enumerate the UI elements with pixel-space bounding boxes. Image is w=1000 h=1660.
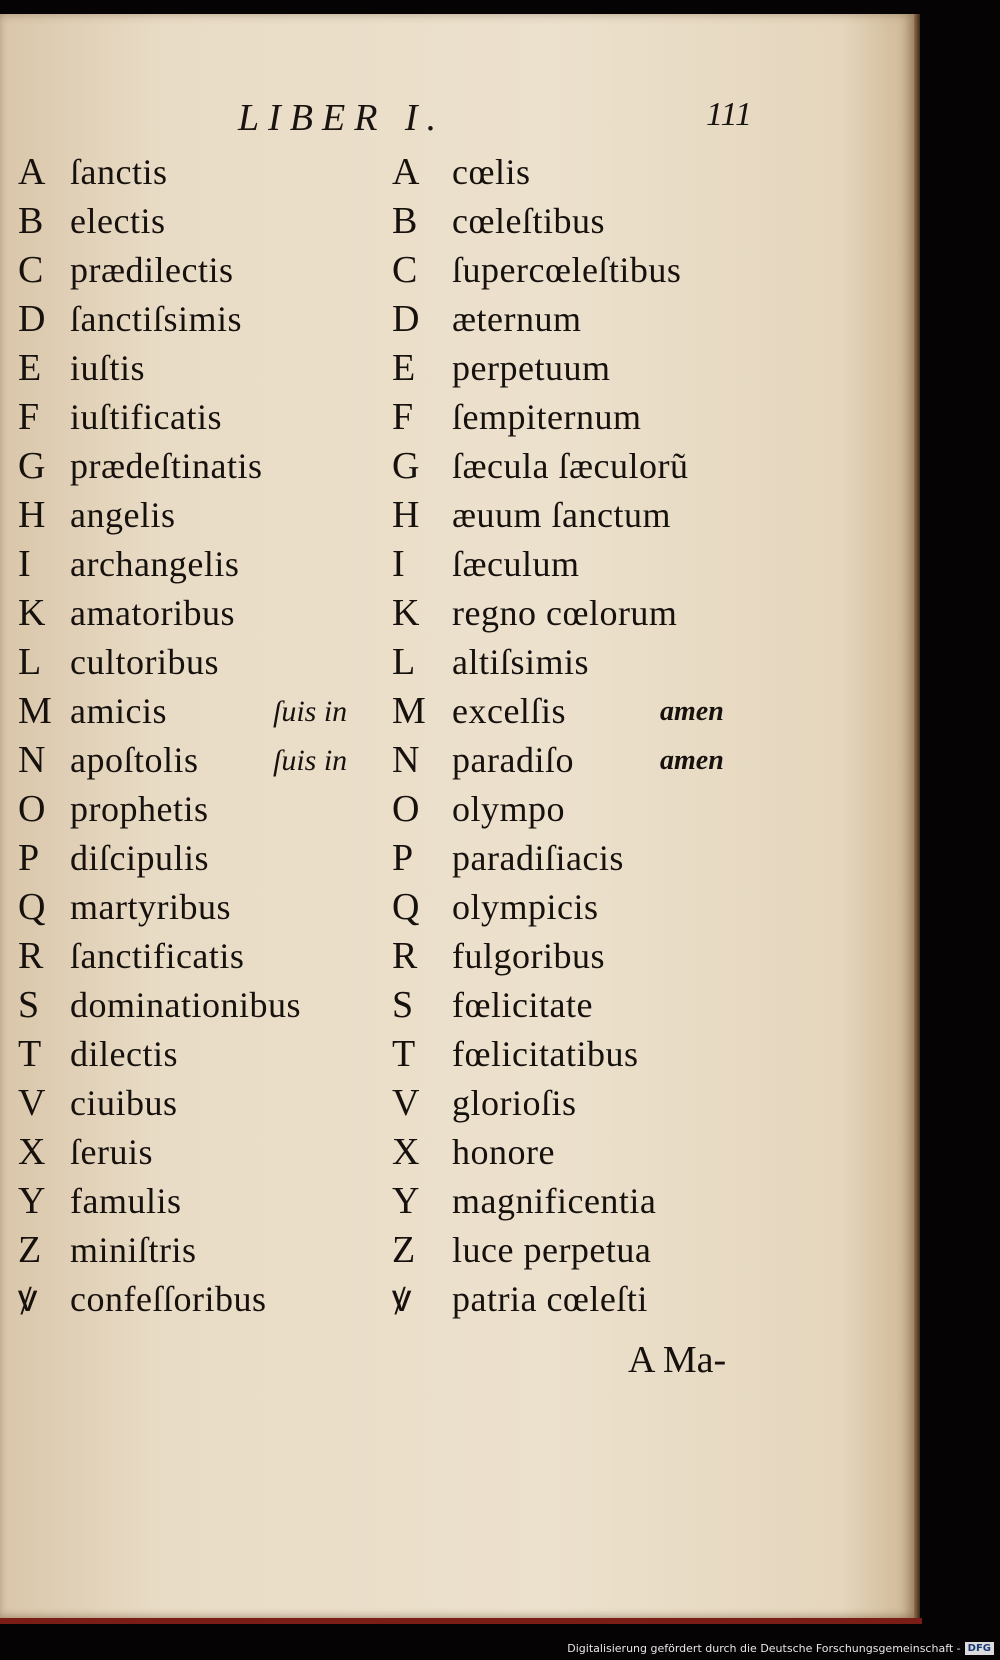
row-letter-right: F	[392, 396, 414, 438]
row-letter-right: H	[392, 494, 420, 536]
table-row	[0, 1079, 914, 1128]
row-letter-right: S	[392, 984, 414, 1026]
table-row	[0, 393, 914, 442]
table-row	[0, 1030, 914, 1079]
row-letter-left: B	[18, 200, 44, 242]
row-word-left: prædeſtinatis	[70, 446, 263, 486]
table-row	[0, 736, 914, 785]
row-letter-left: S	[18, 984, 40, 1026]
running-head	[0, 96, 914, 146]
row-letter-left: Z	[18, 1229, 42, 1271]
row-letter-left: P	[18, 837, 40, 879]
row-word-left: electis	[70, 201, 166, 241]
row-word-right: paradiſo	[452, 740, 574, 780]
row-letter-right: K	[392, 592, 420, 634]
row-word-right: cœlis	[452, 152, 531, 192]
row-letter-right: Y	[392, 1180, 420, 1222]
row-letter-left: N	[18, 739, 46, 781]
table-row	[0, 932, 914, 981]
catchword: A Ma-	[628, 1339, 727, 1381]
row-letter-left: E	[18, 347, 42, 389]
row-word-left: prædilectis	[70, 250, 234, 290]
row-word-left: confeſſoribus	[70, 1279, 267, 1319]
row-word-right: olympo	[452, 789, 566, 829]
table-row	[0, 344, 914, 393]
row-word-left: dilectis	[70, 1034, 178, 1074]
row-letter-left: M	[18, 690, 52, 732]
row-word-right: cœleſtibus	[452, 201, 605, 241]
table-row	[0, 687, 914, 736]
row-word-right: fœlicitate	[452, 985, 593, 1025]
row-word-left: diſcipulis	[70, 838, 209, 878]
row-word-right: ſempiternum	[452, 397, 642, 437]
row-letter-left: I	[18, 543, 31, 585]
row-letter-right: V	[392, 1082, 420, 1124]
table-row	[0, 589, 914, 638]
row-note-right: amen	[660, 745, 724, 776]
row-word-right: magnificentia	[452, 1181, 657, 1221]
table-row	[0, 148, 914, 197]
row-letter-right: M	[392, 690, 426, 732]
row-letter-left: O	[18, 788, 46, 830]
row-letter-left: H	[18, 494, 46, 536]
row-word-left: famulis	[70, 1181, 182, 1221]
table-row	[0, 1275, 914, 1324]
row-letter-right: G	[392, 445, 420, 487]
row-word-left: archangelis	[70, 544, 240, 584]
row-letter-right: B	[392, 200, 418, 242]
row-word-left: apoſtolis	[70, 740, 199, 780]
table-row	[0, 491, 914, 540]
row-word-right: æuum ſanctum	[452, 495, 671, 535]
table-row	[0, 785, 914, 834]
table-row	[0, 1177, 914, 1226]
row-letter-left: F	[18, 396, 40, 438]
row-word-right: fulgoribus	[452, 936, 605, 976]
table-row	[0, 834, 914, 883]
row-word-left: amatoribus	[70, 593, 235, 633]
row-letter-left: C	[18, 249, 44, 291]
row-letter-left: A	[18, 151, 46, 193]
acrostic-table	[0, 148, 914, 1324]
row-letter-left: R	[18, 935, 44, 977]
row-letter-left: K	[18, 592, 46, 634]
row-letter-left: Y	[18, 1180, 46, 1222]
row-letter-right: X	[392, 1131, 420, 1173]
row-word-left: iuſtificatis	[70, 397, 222, 437]
table-row	[0, 883, 914, 932]
row-letter-right: O	[392, 788, 420, 830]
page-number: 111	[706, 96, 752, 133]
row-letter-right: N	[392, 739, 420, 781]
row-letter-right: T	[392, 1033, 416, 1075]
row-letter-left: V	[18, 1082, 46, 1124]
row-letter-left: X	[18, 1131, 46, 1173]
row-letter-right: D	[392, 298, 420, 340]
row-letter-left: ꝟ	[18, 1278, 38, 1320]
row-word-right: luce perpetua	[452, 1230, 652, 1270]
row-word-right: ſæculum	[452, 544, 580, 584]
row-letter-right: E	[392, 347, 416, 389]
row-word-right: patria cœleſti	[452, 1279, 648, 1319]
row-note-right: amen	[660, 696, 724, 727]
row-word-left: miniſtris	[70, 1230, 197, 1270]
row-word-left: angelis	[70, 495, 176, 535]
table-row	[0, 638, 914, 687]
row-word-right: olympicis	[452, 887, 599, 927]
table-row	[0, 981, 914, 1030]
row-word-right: fœlicitatibus	[452, 1034, 639, 1074]
row-letter-left: D	[18, 298, 46, 340]
row-letter-right: Z	[392, 1229, 416, 1271]
row-letter-right: C	[392, 249, 418, 291]
table-row	[0, 1128, 914, 1177]
row-word-left: prophetis	[70, 789, 209, 829]
row-word-left: cultoribus	[70, 642, 219, 682]
row-letter-left: L	[18, 641, 42, 683]
row-letter-right: A	[392, 151, 420, 193]
row-word-right: ſupercœleſtibus	[452, 250, 682, 290]
row-letter-right: R	[392, 935, 418, 977]
page-bottom-rule	[0, 1618, 922, 1624]
row-letter-left: Q	[18, 886, 46, 928]
running-head-title: LIBER I.	[238, 97, 446, 139]
table-row	[0, 246, 914, 295]
row-word-left: ſanctis	[70, 152, 168, 192]
row-word-right: altiſsimis	[452, 642, 590, 682]
footer-credit-text: Digitalisierung gefördert durch die Deutsche Forschungsgemeinschaft -	[567, 1642, 961, 1655]
dfg-logo: DFG	[965, 1642, 994, 1655]
row-word-right: paradiſiacis	[452, 838, 624, 878]
row-word-right: regno cœlorum	[452, 593, 678, 633]
row-note-left: ſuis in	[273, 744, 348, 777]
row-word-right: æternum	[452, 299, 582, 339]
row-letter-right: I	[392, 543, 405, 585]
row-word-left: amicis	[70, 691, 167, 731]
row-letter-right: ꝟ	[392, 1278, 412, 1320]
footer-credit-bar	[567, 1642, 994, 1655]
row-word-left: dominationibus	[70, 985, 301, 1025]
row-word-right: ſæcula ſæculorũ	[452, 446, 689, 486]
table-row	[0, 1226, 914, 1275]
table-row	[0, 540, 914, 589]
row-word-left: iuſtis	[70, 348, 146, 388]
row-word-left: ſeruis	[70, 1132, 153, 1172]
row-letter-right: L	[392, 641, 416, 683]
row-letter-right: Q	[392, 886, 420, 928]
row-word-right: glorioſis	[452, 1083, 577, 1123]
row-word-left: ciuibus	[70, 1083, 178, 1123]
table-row	[0, 197, 914, 246]
row-note-left: ſuis in	[273, 695, 348, 728]
row-word-left: ſanctiſsimis	[70, 299, 242, 339]
row-word-left: martyribus	[70, 887, 231, 927]
table-row	[0, 442, 914, 491]
table-row	[0, 295, 914, 344]
page-edge	[914, 14, 920, 1620]
row-word-right: perpetuum	[452, 348, 611, 388]
row-letter-right: P	[392, 837, 414, 879]
row-letter-left: G	[18, 445, 46, 487]
row-word-right: excelſis	[452, 691, 566, 731]
row-word-right: honore	[452, 1132, 555, 1172]
row-letter-left: T	[18, 1033, 42, 1075]
row-word-left: ſanctificatis	[70, 936, 245, 976]
